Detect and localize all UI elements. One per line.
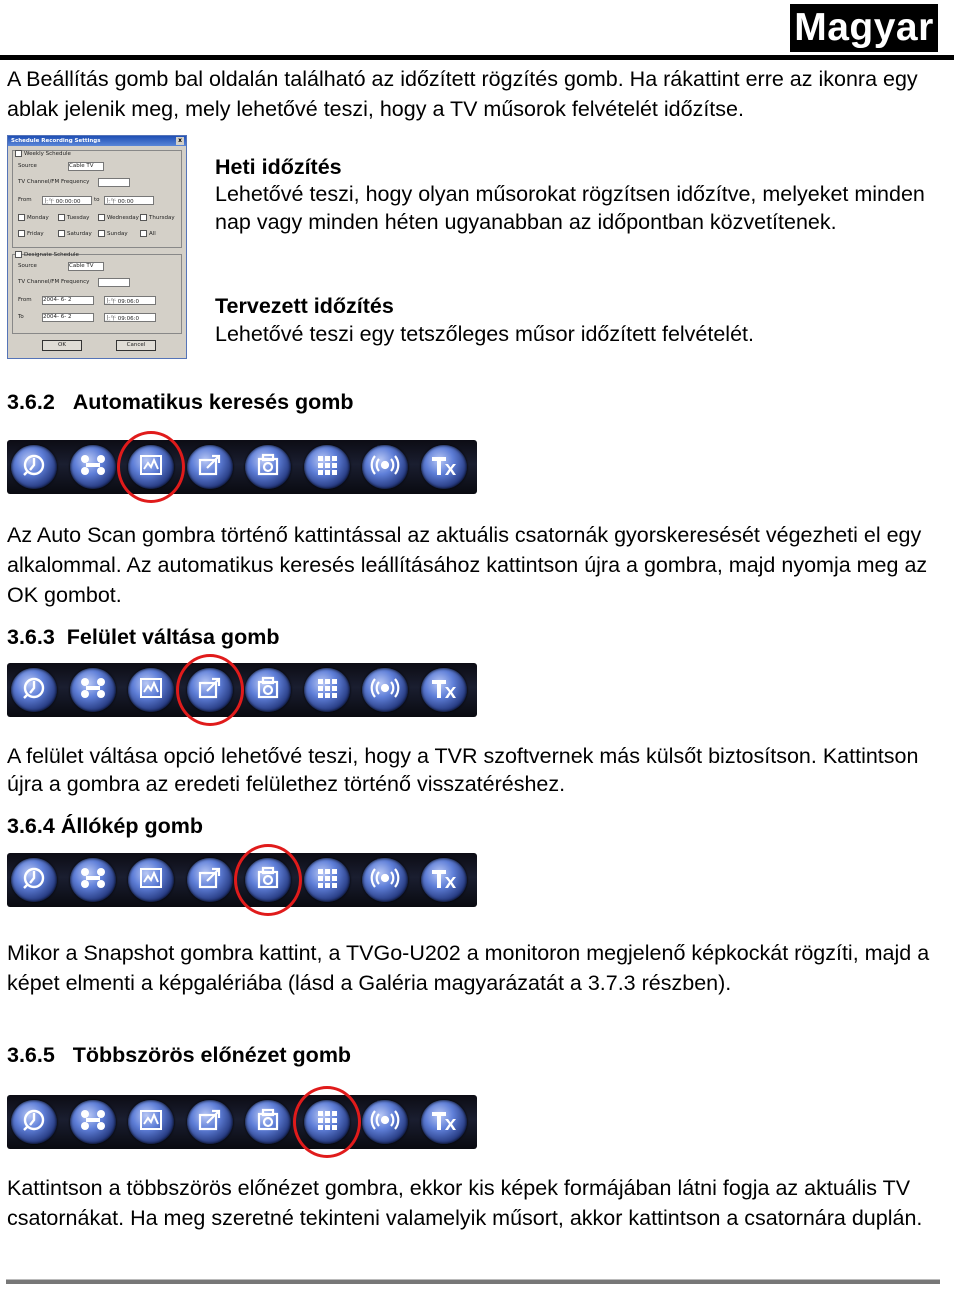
settings-button [70, 668, 116, 712]
teletext-icon [429, 450, 459, 485]
from-label-2: From [18, 297, 32, 303]
dialog-ok-button: OK [42, 340, 82, 351]
schedule-button [11, 445, 57, 489]
checkbox-icon [15, 251, 22, 258]
teletext-button [421, 1100, 467, 1144]
multi-preview-button [304, 1100, 350, 1144]
from-label: From [18, 197, 32, 203]
source-label-2: Source [18, 263, 37, 269]
checkbox-icon [98, 230, 105, 237]
settings-button [70, 1100, 116, 1144]
auto-scan-icon [136, 863, 166, 898]
to-date: 2004- 6- 2 [43, 314, 72, 320]
settings-icon [78, 863, 108, 898]
skin-switch-button [187, 668, 233, 712]
snapshot-button [245, 1100, 291, 1144]
broadcast-button [362, 858, 408, 902]
section-text-364: Mikor a Snapshot gombra kattint, a TVGo-U202 a monitoron megjelenő képkockát rögzíti, majd a képet elmenti a képgalériába (lásd a Galéria magyarázatát a 3.7.3 részben). [7, 941, 930, 995]
dialog-title-bar [8, 136, 186, 146]
checkbox-icon [18, 230, 25, 237]
section-heading-363 [7, 622, 948, 652]
day-tuesday: Tuesday [67, 215, 90, 221]
from-time: 上午 09:06:0 [105, 299, 139, 305]
checkbox-icon [140, 230, 147, 237]
to-time: 上午 09:06:0 [105, 316, 139, 322]
auto-scan-button [128, 668, 174, 712]
skin-switch-icon [195, 1105, 225, 1140]
day-friday: Friday [27, 231, 44, 237]
footer-rule [6, 1279, 940, 1284]
broadcast-button [362, 668, 408, 712]
broadcast-button [362, 445, 408, 489]
checkbox-icon [58, 214, 65, 221]
settings-icon [78, 450, 108, 485]
channel-label: TV Channel/FM Frequency [18, 179, 90, 185]
auto-scan-icon [136, 673, 166, 708]
skin-switch-icon [195, 450, 225, 485]
dialog-close-icon: x [176, 137, 184, 145]
day-wednesday: Wednesday [107, 215, 139, 221]
dialog-title: Schedule Recording Settings [11, 138, 101, 144]
planned-heading: Tervezett időzítés [215, 294, 394, 318]
from-value: 上午 00:00:00 [43, 199, 81, 205]
day-saturday: Saturday [67, 231, 92, 237]
source-value: Cable TV [69, 163, 94, 169]
broadcast-icon [370, 673, 400, 708]
schedule-button [11, 858, 57, 902]
channel-field [98, 178, 130, 187]
section-title: Automatikus keresés gomb [72, 390, 354, 414]
auto-scan-icon [136, 1105, 166, 1140]
snapshot-icon [253, 1105, 283, 1140]
snapshot-button [245, 668, 291, 712]
snapshot-icon [253, 450, 283, 485]
multi-preview-icon [312, 863, 342, 898]
weekly-text: Lehetővé teszi, hogy olyan műsorokat rögzítsen időzítve, melyeket minden nap vagy minden héten ugyanabban az időpontban közvetítenek. [215, 182, 925, 234]
checkbox-icon [58, 230, 65, 237]
to-value: 上午 00:00 [105, 199, 134, 205]
to-label-2: To [18, 314, 24, 320]
source-value-2: Cable TV [69, 263, 94, 269]
section-text-362: Az Auto Scan gombra történő kattintással az aktuális csatornák gyorskeresését végezheti el egy alkalommal. Az automatikus keresés leállításához kattintson újra a gombra, majd nyomja meg az OK gombot. [7, 523, 928, 607]
section-title: Állókép gomb [60, 814, 203, 838]
multi-preview-icon [312, 450, 342, 485]
schedule-button [11, 668, 57, 712]
toolbar-skin-switch [7, 663, 477, 717]
schedule-icon [19, 863, 49, 898]
section-title: Felület váltása gomb [66, 625, 280, 649]
channel-field-2 [98, 278, 130, 287]
teletext-button [421, 445, 467, 489]
planned-text: Lehetővé teszi egy tetszőleges műsor időzített felvételét. [215, 322, 754, 346]
snapshot-icon [253, 673, 283, 708]
section-heading-362 [7, 387, 948, 417]
skin-switch-icon [195, 863, 225, 898]
designate-checkbox-label: Designate Schedule [24, 252, 79, 258]
day-all: All [149, 231, 156, 237]
toolbar-snapshot [7, 853, 477, 907]
auto-scan-button [128, 858, 174, 902]
checkbox-icon [98, 214, 105, 221]
teletext-icon [429, 1105, 459, 1140]
checkbox-icon [15, 150, 22, 157]
schedule-icon [19, 1105, 49, 1140]
multi-preview-icon [312, 1105, 342, 1140]
schedule-recording-dialog-image [7, 135, 187, 359]
section-number: 3.6.4 [7, 814, 55, 838]
intro-paragraph: A Beállítás gomb bal oldalán található az időzített rögzítés gomb. Ha rákattint erre az ikonra egy ablak jelenik meg, mely lehetővé teszi, hogy a TV műsorok felvételét időzítse. [7, 67, 918, 121]
broadcast-icon [370, 1105, 400, 1140]
dialog-cancel-button: Cancel [116, 340, 156, 351]
settings-icon [78, 1105, 108, 1140]
language-tab: Magyar [790, 4, 938, 52]
settings-button [70, 445, 116, 489]
section-heading-364 [7, 811, 948, 841]
multi-preview-button [304, 858, 350, 902]
skin-switch-button [187, 858, 233, 902]
multi-preview-button [304, 668, 350, 712]
settings-icon [78, 673, 108, 708]
teletext-icon [429, 863, 459, 898]
section-text-365: Kattintson a többszörös előnézet gombra, ekkor kis képek formájában látni fogja az aktuális TV csatornákat. Ha meg szeretné tekinteni valamelyik műsort, akkor kattintson a csatornára duplán. [7, 1176, 923, 1230]
to-label: to [94, 197, 100, 203]
multi-preview-button [304, 445, 350, 489]
toolbar-multi-preview [7, 1095, 477, 1149]
source-label: Source [18, 163, 37, 169]
teletext-icon [429, 673, 459, 708]
schedule-icon [19, 450, 49, 485]
broadcast-button [362, 1100, 408, 1144]
day-sunday: Sunday [107, 231, 128, 237]
weekly-heading: Heti időzítés [215, 155, 342, 179]
snapshot-button [245, 445, 291, 489]
snapshot-button [245, 858, 291, 902]
settings-button [70, 858, 116, 902]
skin-switch-button [187, 1100, 233, 1144]
skin-switch-button [187, 445, 233, 489]
toolbar-auto-scan [7, 440, 477, 494]
day-thursday: Thursday [149, 215, 175, 221]
broadcast-icon [370, 450, 400, 485]
section-number: 3.6.2 [7, 390, 55, 414]
checkbox-icon [140, 214, 147, 221]
checkbox-icon [18, 214, 25, 221]
auto-scan-icon [136, 450, 166, 485]
snapshot-icon [253, 863, 283, 898]
channel-label-2: TV Channel/FM Frequency [18, 279, 90, 285]
section-text-363: A felület váltása opció lehetővé teszi, hogy a TVR szoftvernek más külsőt biztosítson. Kattintson újra a gombra az eredeti felülethez történő visszatéréshez. [7, 744, 919, 796]
teletext-button [421, 858, 467, 902]
header-rule [0, 55, 954, 60]
multi-preview-icon [312, 673, 342, 708]
teletext-button [421, 668, 467, 712]
section-title: Többszörös előnézet gomb [72, 1043, 352, 1067]
section-number: 3.6.5 [7, 1043, 55, 1067]
schedule-button [11, 1100, 57, 1144]
section-number: 3.6.3 [7, 625, 55, 649]
auto-scan-button [128, 1100, 174, 1144]
broadcast-icon [370, 863, 400, 898]
section-heading-365 [7, 1040, 948, 1070]
weekly-checkbox-label: Weekly Schedule [24, 151, 71, 157]
day-monday: Monday [27, 215, 49, 221]
skin-switch-icon [195, 673, 225, 708]
auto-scan-button [128, 445, 174, 489]
schedule-icon [19, 673, 49, 708]
from-date: 2004- 6- 2 [43, 297, 72, 303]
